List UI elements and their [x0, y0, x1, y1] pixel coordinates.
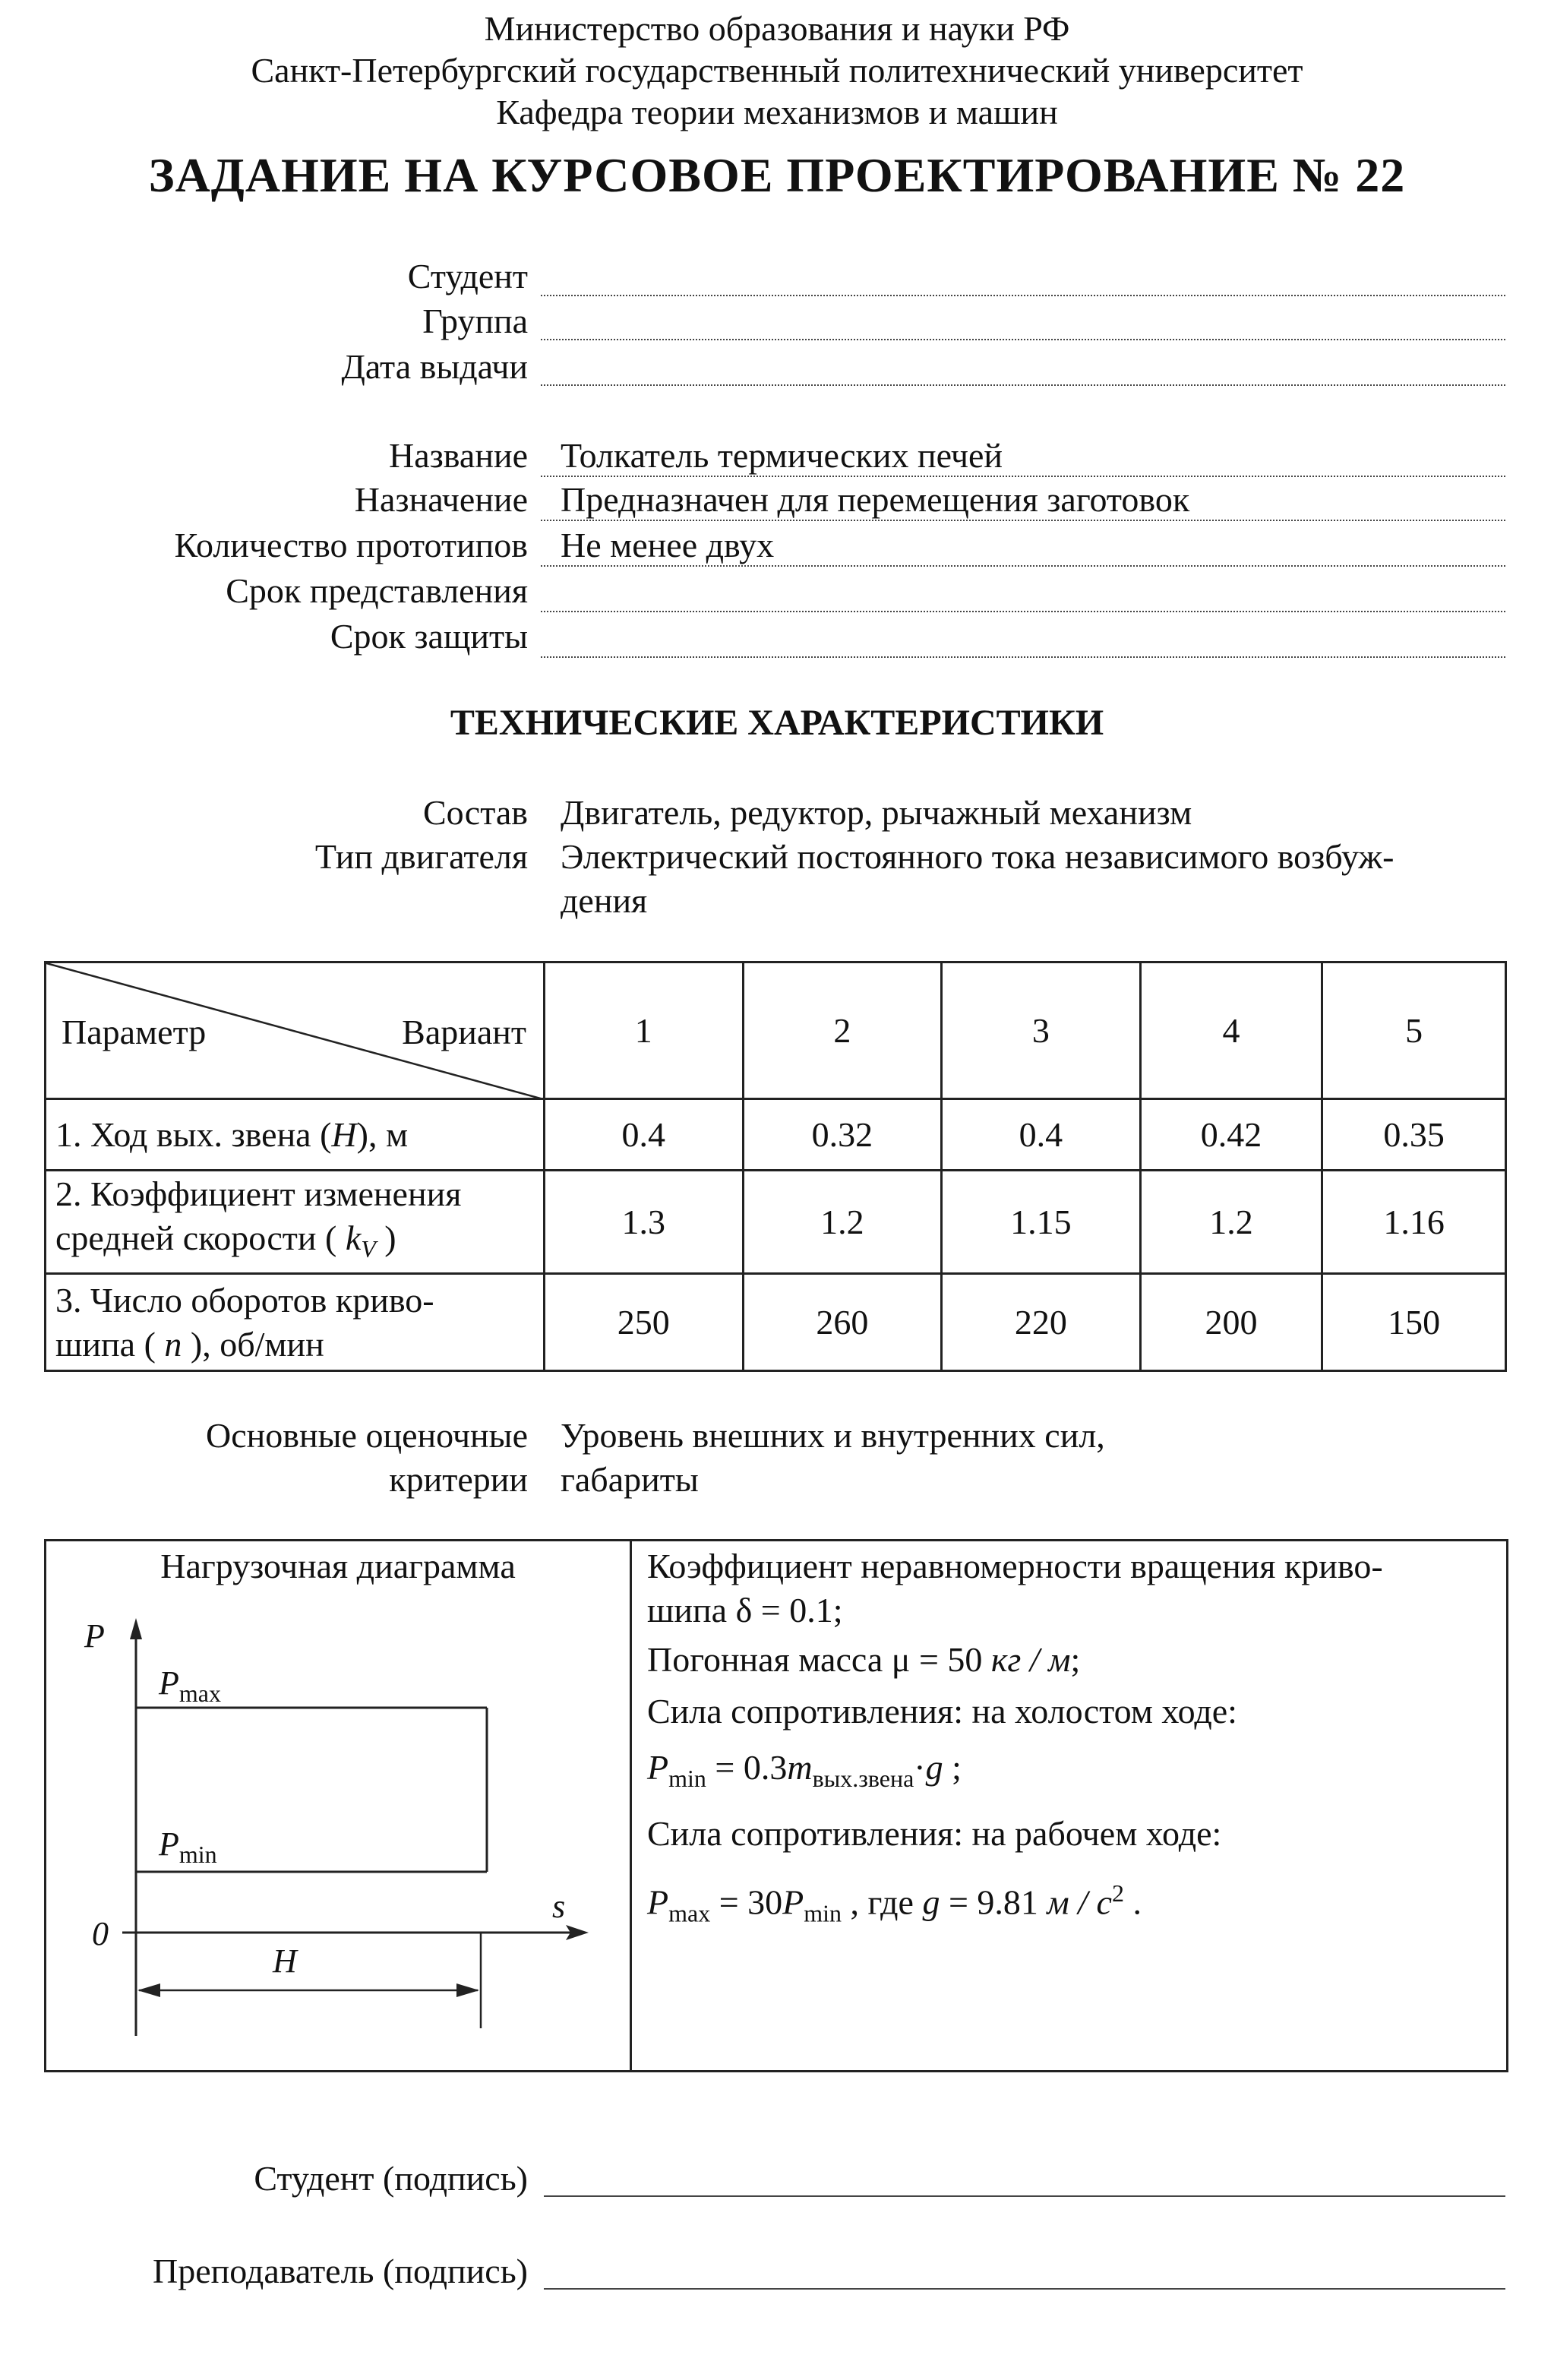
parameters-table: [44, 961, 1507, 1372]
param-3-label: 3. Число оборотов криво- шипа ( n ), об/мин: [46, 1274, 545, 1371]
composition-label: Состав: [422, 793, 528, 832]
p-axis-arrow: [130, 1618, 142, 1639]
table-cell: 150: [1322, 1274, 1506, 1371]
student-signature-field[interactable]: [544, 2195, 1505, 2197]
conditions-line6: Сила сопротивления: на рабочем ходе:: [647, 1814, 1222, 1854]
variant-4-header: 4: [1140, 962, 1322, 1099]
variant-5-header: 5: [1322, 962, 1506, 1099]
variant-2-header: 2: [743, 962, 942, 1099]
conditions-line2: шипа δ = 0.1;: [647, 1591, 843, 1629]
table-cell: 1.16: [1322, 1171, 1506, 1274]
conditions-line5: $P_{min} = 0.3m_{вых.звена}\cdot g$ ;: [647, 1748, 962, 1793]
deadline-field[interactable]: [541, 611, 1505, 612]
ministry-line: Министерство образования и науки РФ: [484, 9, 1070, 48]
table-row: [46, 1171, 1506, 1274]
student-field[interactable]: [541, 295, 1505, 296]
conditions-line1: Коэффициент неравномерности вращения криво-: [647, 1547, 1383, 1585]
engine-value-line2: дения: [561, 881, 648, 920]
table-cell: 260: [743, 1274, 942, 1371]
purpose-label: Назначение: [354, 480, 528, 519]
param-1-label: 1. Ход вых. звена (H), м: [46, 1099, 545, 1171]
p-axis-label: P: [84, 1617, 105, 1655]
department-line: Кафедра теории механизмов и машин: [496, 93, 1058, 131]
param-header: Параметр: [62, 1013, 207, 1051]
teacher-signature-label: Преподаватель (подпись): [152, 2252, 528, 2290]
variant-3-header: 3: [942, 962, 1141, 1099]
table-cell: 1.15: [942, 1171, 1141, 1274]
engine-value-line1: Электрический постоянного тока независимого возбуж-: [561, 837, 1394, 876]
name-value: Толкатель термических печей: [561, 436, 1003, 475]
conditions-line7: $P_{max} = 30P_{min}$ , где g = 9.81 м / $с^2$ .: [647, 1879, 1142, 1927]
h-label: H: [273, 1942, 297, 1980]
table-cell: 1.2: [1140, 1171, 1322, 1274]
table-cell: 0.4: [942, 1099, 1141, 1171]
table-row: [46, 1274, 1506, 1371]
table-cell: 0.42: [1140, 1099, 1322, 1171]
student-signature-label: Студент (подпись): [254, 2159, 528, 2198]
h-left-arrow: [137, 1983, 160, 1997]
conditions-text: [647, 1539, 1498, 1949]
table-cell: 250: [545, 1274, 744, 1371]
conditions-line4: Сила сопротивления: на холостом ходе:: [647, 1692, 1237, 1730]
table-cell: 0.4: [545, 1099, 744, 1171]
prototypes-field-line: [541, 565, 1505, 567]
criteria-label-line1: Основные оценочные: [206, 1416, 528, 1455]
table-cell: 0.32: [743, 1099, 942, 1171]
date-field[interactable]: [541, 384, 1505, 386]
table-cell: 220: [942, 1274, 1141, 1371]
table-cell: 1.3: [545, 1171, 744, 1274]
header-diagonal-cell: [46, 962, 545, 1099]
table-cell: 1.2: [743, 1171, 942, 1274]
variant-1-header: 1: [545, 962, 744, 1099]
name-label: Название: [389, 436, 528, 475]
conditions-line3: Погонная масса μ = 50 кг / м;: [647, 1640, 1081, 1679]
engine-label: Тип двигателя: [314, 837, 528, 876]
purpose-value: Предназначен для перемещения заготовок: [561, 480, 1190, 519]
table-header-row: [46, 962, 1506, 1099]
p-min-label: $P_{min}$: [159, 1825, 217, 1868]
load-box-divider: [630, 1539, 632, 2070]
student-label: Студент: [407, 257, 528, 296]
teacher-signature-field[interactable]: [544, 2288, 1505, 2290]
variant-header: Вариант: [402, 1013, 527, 1051]
deadline-label: Срок представления: [226, 571, 528, 610]
criteria-label-line2: критерии: [389, 1460, 528, 1499]
prototypes-value: Не менее двух: [561, 526, 775, 564]
s-axis-label: s: [552, 1888, 566, 1925]
name-field-line: [541, 476, 1505, 477]
date-label: Дата выдачи: [341, 347, 528, 386]
defense-label: Срок защиты: [330, 617, 528, 656]
university-line: Санкт-Петербургский государственный политехнический университет: [251, 51, 1303, 90]
page-title: ЗАДАНИЕ НА КУРСОВОЕ ПРОЕКТИРОВАНИЕ № 22: [148, 148, 1406, 202]
group-label: Группа: [422, 302, 528, 340]
criteria-value-line2: габариты: [561, 1460, 699, 1499]
diagram-title: Нагрузочная диаграмма: [160, 1547, 516, 1585]
criteria-value-line1: Уровень внешних и внутренних сил,: [561, 1416, 1105, 1455]
load-diagram: [46, 1588, 630, 2066]
table-cell: 200: [1140, 1274, 1322, 1371]
h-right-arrow: [456, 1983, 479, 1997]
p-max-label: $P_{max}$: [159, 1664, 221, 1707]
prototypes-label: Количество прототипов: [174, 526, 528, 564]
table-row: [46, 1099, 1506, 1171]
tech-heading: ТЕХНИЧЕСКИЕ ХАРАКТЕРИСТИКИ: [450, 703, 1104, 743]
param-2-label: 2. Коэффициент изменения средней скорости ( $k_V$ ): [46, 1171, 545, 1274]
composition-value: Двигатель, редуктор, рычажный механизм: [561, 793, 1192, 832]
purpose-field-line: [541, 520, 1505, 521]
defense-field[interactable]: [541, 656, 1505, 658]
origin-label: 0: [92, 1915, 109, 1952]
table-cell: 0.35: [1322, 1099, 1506, 1171]
group-field[interactable]: [541, 339, 1505, 340]
